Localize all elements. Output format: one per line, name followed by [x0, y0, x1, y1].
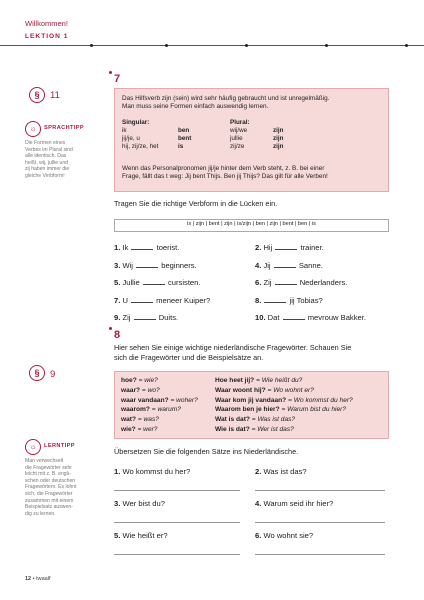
item-text: jij Tobias? [287, 295, 323, 305]
item-number: 2. [255, 243, 264, 252]
german-translation: = Warum bist du hier? [281, 406, 347, 414]
paragraph-ref-number: 11 [50, 90, 60, 101]
dutch-text: Hoe heet jij? [215, 377, 257, 384]
german-translation: = Wo kommst du her? [288, 396, 353, 404]
german-translation: = Wie heißt du? [256, 377, 303, 384]
german-translation: = warum? [151, 406, 181, 414]
page-footer: 12 • twaalf [25, 576, 51, 582]
question-text: Wo wohnt sie? [263, 531, 314, 540]
question-text: Warum seid ihr hier? [263, 499, 334, 508]
word-bank: is | zijn | bent | zijn | is/zijn | ben | zijn | bent | ben | is [114, 219, 389, 232]
question-number: 2. [255, 467, 264, 476]
item-text: Nederlanders. [297, 278, 348, 287]
question-words-box [114, 371, 389, 439]
question-word-row [121, 397, 198, 404]
example-sentence-row [215, 406, 346, 413]
question-word-row [121, 426, 157, 433]
item-text: Zij [122, 313, 133, 322]
lightbulb-icon: ☼ [25, 439, 41, 455]
example-sentence-row [215, 416, 295, 423]
answer-blank[interactable] [134, 318, 156, 320]
question-text: Wie heißt er? [122, 531, 168, 540]
dutch-text: waar? [121, 386, 142, 394]
german-translation: = wer? [137, 426, 158, 433]
item-text: Wij [122, 260, 136, 270]
example-sentence-row [215, 387, 314, 394]
item-number: 9. [114, 313, 123, 322]
german-translation: = Wo wohnt er? [267, 386, 314, 394]
item-text: toerist. [154, 243, 180, 252]
lightbulb-icon: ☼ [25, 121, 41, 137]
sprachtipp-text: Die Formen eines Verbes im Plural sind alle identisch. Das heißt, wij, jullie und zij haben immer die gleiche Verbform! [25, 140, 73, 179]
question-word-row [121, 416, 159, 423]
answer-line[interactable] [255, 490, 385, 491]
question-text: Was ist das? [263, 467, 307, 476]
item-text: trainer. [298, 243, 324, 252]
fill-in-item [255, 313, 366, 322]
fill-in-item [255, 296, 323, 305]
question-number: 5. [114, 531, 123, 540]
item-text: mevrouw Bakker. [305, 313, 366, 322]
question-number: 1. [114, 467, 123, 476]
paragraph-ref-icon: § [29, 365, 45, 381]
answer-line[interactable] [114, 554, 240, 555]
dutch-text: wat? [121, 416, 138, 424]
answer-line[interactable] [255, 554, 385, 555]
item-number: 4. [255, 260, 264, 270]
dutch-text: waar vandaan? [121, 396, 171, 404]
dutch-text: waarom? [121, 406, 152, 414]
example-sentence-row [215, 377, 302, 384]
item-text: Zij [263, 278, 274, 287]
fill-in-item [255, 243, 324, 252]
translation-question [255, 499, 333, 508]
german-translation: = woher? [170, 396, 198, 404]
translate-instruction: Übersetzen Sie die folgenden Sätze ins Niederländische. [114, 447, 299, 456]
question-word-row [121, 387, 160, 394]
german-translation: = Was ist das? [251, 416, 296, 424]
dutch-text: Waarom ben je hier? [215, 406, 282, 414]
question-number: 6. [255, 531, 264, 540]
item-number: 5. [114, 278, 123, 287]
german-translation: = wo? [141, 386, 160, 394]
item-text: cursisten. [165, 278, 201, 287]
exercise-marker [109, 71, 112, 74]
fill-in-item [255, 278, 347, 287]
exercise-marker [109, 327, 112, 330]
item-number: 8. [255, 295, 264, 305]
question-text: Wo kommst du her? [122, 467, 191, 476]
item-text: U [122, 295, 131, 305]
item-text: Dat [267, 313, 282, 322]
fill-in-item [114, 261, 197, 270]
answer-blank[interactable] [131, 301, 153, 303]
conjugation-table: Singular: Plural: ik ben wij/we zijn jij/je, u bent jullie zijn hij, zij/ze, het is zij/ze zijn [122, 119, 284, 150]
answer-blank[interactable] [283, 318, 305, 320]
item-text: Ik [122, 243, 131, 252]
item-number: 6. [255, 278, 264, 287]
question-text: Wer bist du? [122, 499, 165, 508]
item-text: Sanne. [296, 260, 323, 270]
answer-line[interactable] [255, 522, 385, 523]
dutch-text: wie? [121, 426, 138, 433]
answer-blank[interactable] [275, 283, 297, 285]
answer-blank[interactable] [275, 248, 297, 250]
fill-in-item [255, 261, 323, 270]
item-text: Jullie [122, 278, 142, 287]
german-translation: = wie? [138, 377, 158, 384]
example-sentence-row [215, 426, 294, 433]
item-number: 7. [114, 295, 123, 305]
fill-in-item [114, 313, 178, 322]
answer-blank[interactable] [264, 301, 286, 303]
item-text: Jij [263, 260, 273, 270]
item-number: 3. [114, 260, 123, 270]
lesson-label: LEKTION 1 [25, 33, 69, 40]
answer-blank[interactable] [136, 266, 158, 268]
question-word-row [121, 377, 158, 384]
sprachtipp-label: SPRACHTIPP [44, 125, 85, 131]
german-translation: = Wer ist das? [251, 426, 294, 433]
lerntipp-label: LERNTIPP [44, 443, 75, 449]
answer-blank[interactable] [274, 266, 296, 268]
dutch-text: hoe? [121, 377, 139, 384]
exercise-instruction: Tragen Sie die richtige Verbform in die Lücken ein. [114, 199, 278, 208]
item-text: Duits. [156, 313, 179, 322]
fill-in-item [114, 278, 200, 287]
dutch-text: Waar woont hij? [215, 386, 268, 394]
item-number: 1. [114, 243, 123, 252]
translation-question [114, 467, 190, 476]
grammar-box [114, 88, 389, 192]
item-text: Hij [263, 243, 275, 252]
paragraph-ref-number: 9 [50, 369, 56, 380]
dutch-text: Wat is dat? [215, 416, 252, 424]
question-number: 4. [255, 499, 264, 508]
exercise-number: 7 [114, 73, 121, 85]
lerntipp-text: Man verwechselt die Fragewörter sehr leicht mit z. B. engli- schen oder deutschen Fragewörtern. Es lohnt sich, die Fragewörter zusammen mit einem Beispielsatz auswen- dig zu lernen. [25, 458, 77, 517]
exercise-number: 8 [114, 329, 121, 341]
item-text: beginners. [159, 260, 197, 270]
fill-in-item [114, 296, 210, 305]
dutch-text: Wie is dat? [215, 426, 252, 433]
translation-question [114, 499, 165, 508]
translation-question [255, 467, 307, 476]
grammar-intro: Das Hilfsverb zijn (sein) wird sehr häufig gebraucht und ist unregelmäßig. Man muss seine Formen einfach auswendig lernen. [122, 95, 330, 110]
answer-line[interactable] [114, 490, 240, 491]
exercise-instruction: Hier sehen Sie einige wichtige niederländische Fragewörter. Schauen Sie sich die Fragewörter und die Beispielsätze an. [114, 343, 352, 362]
item-number: 10. [255, 313, 268, 322]
answer-line[interactable] [114, 522, 240, 523]
fill-in-item [114, 243, 179, 252]
translation-question [255, 531, 313, 540]
paragraph-ref-icon: § [29, 87, 45, 103]
item-text: meneer Kuiper? [154, 295, 211, 305]
example-sentence-row [215, 397, 353, 404]
question-number: 3. [114, 499, 123, 508]
grammar-note: Wenn das Personalpronomen jij/je hinter dem Verb steht, z. B. bei einer Frage, fällt das t weg: Jij bent Thijs. Ben jij Thijs? Das gilt für alle Verben! [122, 165, 328, 180]
header-divider [0, 45, 424, 46]
answer-blank[interactable] [143, 283, 165, 285]
translation-question [114, 531, 168, 540]
question-word-row [121, 406, 181, 413]
answer-blank[interactable] [131, 248, 153, 250]
chapter-title: Willkommen! [25, 19, 68, 28]
german-translation: = was? [137, 416, 159, 424]
dutch-text: Waar kom jij vandaan? [215, 396, 289, 404]
